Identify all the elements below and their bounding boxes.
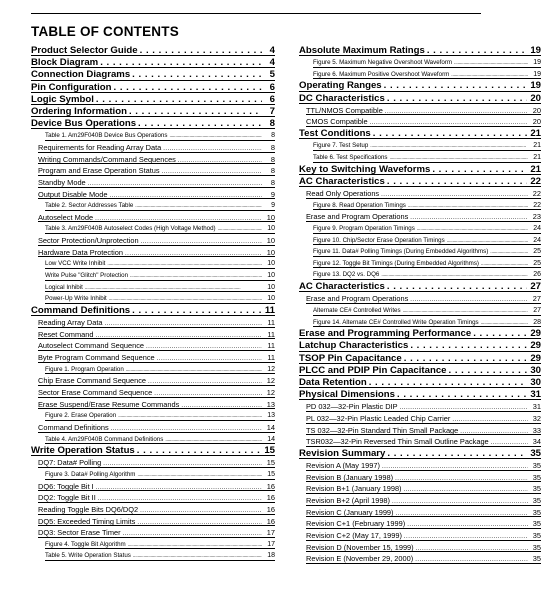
dot-leader (369, 377, 528, 389)
toc-entry-title: Connection Diagrams (31, 69, 131, 81)
toc-entry[interactable] (31, 165, 275, 177)
toc-entry[interactable] (299, 436, 541, 448)
toc-section-entry[interactable] (31, 445, 275, 457)
toc-entry-title: Figure 6. Maximum Positive Overshoot Waveform (313, 70, 450, 78)
toc-entry-title: Logic Symbol (31, 93, 94, 105)
toc-page-number: 9 (270, 189, 275, 199)
toc-page-number: 19 (530, 80, 541, 92)
dot-leader (129, 106, 262, 118)
toc-entry-title: Physical Dimensions (299, 389, 395, 401)
toc-page-number: 15 (266, 458, 275, 468)
toc-entry[interactable] (299, 413, 541, 425)
toc-page-number: 18 (267, 552, 275, 560)
toc-page-number: 21 (533, 142, 541, 150)
toc-entry[interactable] (299, 483, 541, 495)
toc-entry[interactable] (31, 235, 275, 247)
toc-page-number: 35 (530, 447, 541, 459)
toc-page-number: 8 (270, 177, 275, 187)
toc-entry-title: Figure 7. Test Setup (313, 142, 369, 150)
toc-page-number: 30 (530, 364, 541, 376)
toc-entry[interactable] (299, 305, 541, 317)
toc-page-number: 15 (267, 470, 275, 478)
toc-entry-title: Table 3. Am29F040B Autoselect Codes (High Voltage Method) (45, 225, 216, 233)
toc-entry-title: Logical Inhibit (45, 283, 83, 291)
toc-entry[interactable] (31, 130, 275, 142)
toc-page-number: 24 (533, 224, 541, 232)
toc-section-entry[interactable] (31, 106, 275, 118)
toc-entry-title: TSOP Pin Capacitance (299, 352, 402, 364)
toc-entry-title: Revision B (January 1998) (306, 472, 394, 482)
toc-entry-title: Revision C+1 (February 1999) (306, 519, 406, 529)
toc-entry[interactable] (31, 223, 275, 235)
toc-page-number: 35 (532, 496, 541, 505)
toc-entry-title: Operating Ranges (299, 80, 382, 92)
toc-entry-title: Figure 13. DQ2 vs. DQ6 (313, 271, 380, 279)
toc-entry[interactable] (299, 246, 541, 258)
toc-page-number: 19 (530, 45, 541, 56)
toc-entry[interactable] (31, 352, 275, 364)
toc-entry[interactable] (299, 69, 541, 81)
dot-leader (132, 69, 262, 81)
dot-leader (387, 93, 527, 105)
toc-entry-title: Figure 14. Alternate CE# Controlled Write Operation Timings (313, 318, 479, 326)
dot-leader (397, 389, 527, 401)
toc-entry[interactable] (299, 293, 541, 305)
toc-entry-title: TSR032—32-Pin Reversed Thin Small Outline Package (306, 437, 489, 447)
toc-entry[interactable] (31, 516, 275, 528)
toc-entry-title: Latchup Characteristics (299, 340, 409, 352)
dot-leader (113, 82, 262, 94)
toc-page-number: 29 (530, 340, 541, 352)
toc-entry-title: Chip Erase Command Sequence (38, 376, 147, 386)
toc-page-number: 29 (530, 352, 541, 364)
toc-page-number: 11 (264, 304, 275, 316)
dot-leader (432, 164, 527, 176)
toc-entry-title: Autoselect Mode (38, 212, 94, 222)
toc-page-number: 11 (267, 341, 275, 351)
toc-entry-title: Figure 4. Toggle Bit Algorithm (45, 540, 126, 548)
toc-entry[interactable] (31, 422, 275, 434)
toc-page-number: 8 (270, 154, 275, 164)
toc-entry-title: Figure 2. Erase Operation (45, 412, 117, 420)
toc-entry[interactable] (299, 211, 541, 223)
toc-entry-title: TS 032—32-Pin Standard Thin Small Package (306, 425, 459, 435)
toc-section-entry[interactable] (299, 93, 541, 105)
toc-entry[interactable] (299, 542, 541, 554)
toc-section-entry[interactable] (31, 118, 275, 130)
toc-page-number: 10 (266, 247, 275, 257)
toc-entry[interactable] (299, 105, 541, 117)
toc-entry[interactable] (31, 247, 275, 259)
toc-entry-title: Ordering Information (31, 105, 127, 117)
dot-leader (415, 555, 528, 567)
toc-page-number: 31 (530, 389, 541, 401)
dot-leader (132, 305, 262, 317)
toc-page-number: 20 (532, 117, 541, 127)
toc-entry[interactable] (299, 188, 541, 200)
toc-entry-title: Byte Program Command Sequence (38, 353, 155, 363)
toc-entry[interactable] (31, 364, 275, 376)
toc-entry[interactable] (31, 387, 275, 399)
toc-page-number: 27 (532, 294, 541, 304)
page-title: TABLE OF CONTENTS (31, 24, 179, 39)
toc-entry[interactable] (31, 504, 275, 516)
toc-entry[interactable] (31, 282, 275, 294)
toc-page-number: 21 (530, 128, 541, 140)
toc-column-right (299, 45, 541, 565)
toc-entry[interactable] (299, 235, 541, 247)
toc-entry-title: Revision C (January 1999) (306, 507, 394, 517)
toc-entry-title: Figure 10. Chip/Sector Erase Operation Timings (313, 236, 445, 244)
toc-page-number: 12 (267, 365, 275, 373)
toc-entry-title: Erase and Programming Performance (299, 328, 472, 340)
toc-page-number: 22 (530, 175, 541, 187)
toc-page-number: 6 (269, 93, 275, 105)
toc-entry[interactable] (31, 212, 275, 224)
toc-entry[interactable] (31, 329, 275, 341)
toc-entry[interactable] (31, 481, 275, 493)
toc-section-entry[interactable] (299, 164, 541, 176)
toc-page-number: 15 (264, 445, 275, 457)
toc-section-entry[interactable] (299, 448, 541, 460)
toc-entry-title: Read Only Operations (306, 188, 380, 198)
toc-page-number: 35 (532, 554, 541, 564)
header-rule (31, 13, 481, 14)
toc-page-number: 23 (532, 212, 541, 222)
toc-page-number: 12 (266, 387, 275, 397)
toc-entry-title: Power-Up Write Inhibit (45, 295, 107, 303)
toc-page-number: 17 (267, 540, 275, 548)
toc-page-number: 35 (532, 542, 541, 552)
toc-entry-title: Figure 8. Read Operation Timings (313, 201, 406, 209)
toc-entry-title: Absolute Maximum Ratings (299, 45, 425, 56)
toc-page-number: 14 (266, 422, 275, 432)
toc-entry-title: Device Bus Operations (31, 118, 137, 130)
toc-entry-title: Figure 9. Program Operation Timings (313, 224, 415, 232)
toc-page-number: 27 (533, 306, 541, 314)
toc-entry[interactable] (299, 507, 541, 519)
toc-page-number: 6 (269, 81, 275, 93)
toc-entry-title: Reading Toggle Bits DQ6/DQ2 (38, 504, 139, 514)
toc-entry[interactable] (299, 57, 541, 69)
toc-entry[interactable] (299, 223, 541, 235)
toc-entry[interactable] (31, 293, 275, 305)
toc-column-left (31, 45, 275, 562)
toc-section-entry[interactable] (299, 328, 541, 340)
toc-page-number: 16 (266, 516, 275, 526)
toc-entry[interactable] (31, 492, 275, 504)
toc-entry-title: DC Characteristics (299, 92, 385, 104)
toc-entry[interactable] (299, 152, 541, 164)
dot-leader (140, 45, 262, 57)
toc-entry-title: Revision D (November 15, 1999) (306, 542, 414, 552)
toc-section-entry[interactable] (299, 281, 541, 293)
toc-entry-title: Standby Mode (38, 177, 86, 187)
toc-page-number: 28 (533, 318, 541, 326)
toc-entry-title: Test Conditions (299, 128, 371, 140)
toc-entry[interactable] (31, 410, 275, 422)
toc-entry-title: Pin Configuration (31, 81, 112, 93)
toc-entry-title: Reset Command (38, 329, 94, 339)
toc-entry-title: Requirements for Reading Array Data (38, 142, 162, 152)
toc-entry-title: Revision C+2 (May 17, 1999) (306, 530, 402, 540)
toc-entry-title: DQ7: Data# Polling (38, 458, 102, 468)
toc-page-number: 5 (269, 69, 275, 81)
toc-section-entry[interactable] (299, 389, 541, 401)
toc-section-entry[interactable] (299, 45, 541, 57)
toc-page-number: 11 (267, 353, 275, 363)
toc-entry-title: Block Diagram (31, 57, 99, 69)
toc-entry[interactable] (31, 258, 275, 270)
toc-entry-title: Alternate CE# Controlled Writes (313, 306, 401, 314)
toc-entry[interactable] (31, 200, 275, 212)
toc-page-number: 8 (270, 166, 275, 176)
toc-page-number: 14 (267, 435, 275, 443)
toc-entry-title: Figure 1. Program Operation (45, 365, 124, 373)
toc-section-entry[interactable] (31, 69, 275, 81)
toc-entry-title: Figure 12. Toggle Bit Timings (During Embedded Algorithms) (313, 259, 479, 267)
toc-entry-title: Reading Array Data (38, 318, 103, 328)
toc-page-number: 30 (530, 376, 541, 388)
toc-entry[interactable] (31, 317, 275, 329)
toc-entry[interactable] (299, 553, 541, 565)
toc-entry-title: Key to Switching Waveforms (299, 163, 431, 175)
toc-entry-title: Figure 5. Maximum Negative Overshoot Waveform (313, 59, 453, 67)
toc-entry-title: AC Characteristics (299, 281, 385, 293)
toc-page-number: 16 (266, 493, 275, 503)
toc-page-number: 8 (271, 132, 275, 140)
toc-page-number: 35 (532, 484, 541, 494)
toc-entry[interactable] (299, 460, 541, 472)
toc-page-number: 35 (532, 519, 541, 529)
toc-page-number: 35 (532, 530, 541, 540)
toc-page-number: 32 (532, 413, 541, 423)
toc-page-number: 21 (533, 153, 541, 161)
toc-page-number: 10 (267, 225, 275, 233)
toc-entry[interactable] (31, 550, 275, 562)
toc-entry-title: Table 5. Write Operation Status (45, 552, 131, 560)
toc-section-entry[interactable] (299, 176, 541, 188)
toc-entry-title: Command Definitions (38, 422, 109, 432)
toc-entry-title: CMOS Compatible (306, 117, 368, 127)
dot-leader (404, 353, 528, 365)
toc-entry[interactable] (299, 258, 541, 270)
toc-section-entry[interactable] (299, 365, 541, 377)
toc-page-number: 11 (267, 318, 275, 328)
toc-entry-title: DQ6: Toggle Bit I (38, 481, 94, 491)
toc-entry-title: Revision A (May 1997) (306, 461, 380, 471)
dot-leader (449, 365, 528, 377)
toc-entry-title: Table 4. Am29F040B Command Definitions (45, 435, 164, 443)
toc-entry-title: Erase Suspend/Erase Resume Commands (38, 399, 180, 409)
toc-entry-title: Program and Erase Operation Status (38, 166, 160, 176)
toc-entry-title: Figure 11. Data# Polling Timings (During Embedded Algorithms) (313, 248, 489, 256)
toc-page-number: 16 (266, 481, 275, 491)
toc-entry[interactable] (31, 399, 275, 411)
toc-entry-title: Table 2. Sector Addresses Table (45, 202, 134, 210)
toc-entry-title: Table 6. Test Specifications (313, 153, 388, 161)
toc-entry-title: Output Disable Mode (38, 189, 108, 199)
toc-entry[interactable] (31, 340, 275, 352)
toc-page-number: 24 (533, 236, 541, 244)
toc-entry[interactable] (299, 530, 541, 542)
toc-section-entry[interactable] (299, 128, 541, 140)
toc-page-number: 29 (530, 328, 541, 340)
toc-page-number: 22 (533, 201, 541, 209)
toc-page-number: 17 (266, 528, 275, 538)
toc-page-number: 8 (270, 142, 275, 152)
toc-page-number: 10 (267, 260, 275, 268)
toc-entry-title: Figure 3. Data# Polling Algorithm (45, 470, 136, 478)
toc-page-number: 20 (530, 92, 541, 104)
toc-page-number: 13 (267, 412, 275, 420)
toc-page-number: 13 (266, 399, 275, 409)
toc-page-number: 35 (532, 461, 541, 471)
toc-entry[interactable] (299, 401, 541, 413)
toc-page-number: 10 (266, 212, 275, 222)
toc-page-number: 19 (533, 70, 541, 78)
toc-page-number: 11 (267, 329, 275, 339)
toc-entry-title: Revision B+1 (January 1998) (306, 484, 402, 494)
toc-entry-title: PD 032—32-Pin Plastic DIP (306, 402, 398, 412)
toc-section-entry[interactable] (299, 340, 541, 352)
toc-page-number: 10 (266, 236, 275, 246)
dot-leader (133, 551, 262, 563)
toc-section-entry[interactable] (299, 80, 541, 92)
toc-page-number: 25 (533, 259, 541, 267)
toc-entry-title: Product Selector Guide (31, 45, 138, 56)
toc-entry-title: AC Characteristics (299, 175, 385, 187)
toc-entry[interactable] (299, 140, 541, 152)
toc-page-number: 25 (533, 248, 541, 256)
dot-leader (373, 128, 528, 140)
dot-leader (387, 448, 527, 460)
toc-page-number: 16 (266, 504, 275, 514)
toc-section-entry[interactable] (31, 94, 275, 106)
toc-entry-title: PL 032—32-Pin Plastic Leaded Chip Carrier (306, 413, 451, 423)
toc-page-number: 19 (533, 59, 541, 67)
dot-leader (387, 176, 527, 188)
toc-page-number: 31 (532, 402, 541, 412)
dot-leader (100, 57, 262, 69)
toc-entry[interactable] (299, 317, 541, 329)
toc-section-entry[interactable] (31, 82, 275, 94)
toc-entry[interactable] (31, 177, 275, 189)
toc-entry[interactable] (31, 142, 275, 154)
toc-page-number: 4 (269, 57, 275, 69)
toc-entry-title: Revision Summary (299, 447, 386, 459)
toc-entry[interactable] (299, 116, 541, 128)
dot-leader (387, 281, 527, 293)
toc-page-number: 8 (269, 118, 275, 130)
toc-page-number: 26 (533, 271, 541, 279)
toc-page-number: 10 (267, 283, 275, 291)
toc-entry-title: Autoselect Command Sequence (38, 341, 144, 351)
toc-page-number: 20 (532, 105, 541, 115)
toc-section-entry[interactable] (299, 353, 541, 365)
dot-leader (410, 340, 527, 352)
toc-entry[interactable] (299, 518, 541, 530)
toc-entry-title: Hardware Data Protection (38, 247, 124, 257)
toc-entry-title: Command Definitions (31, 304, 131, 316)
toc-entry-title: Write Pulse "Glitch" Protection (45, 272, 129, 279)
toc-entry-title: Write Operation Status (31, 445, 135, 457)
toc-entry[interactable] (299, 472, 541, 484)
toc-entry[interactable] (31, 375, 275, 387)
dot-leader (137, 445, 262, 457)
toc-page-number: 12 (266, 376, 275, 386)
toc-entry[interactable] (31, 154, 275, 166)
toc-page-number: 34 (532, 437, 541, 447)
toc-page-number: 7 (269, 105, 275, 117)
toc-page-number: 10 (267, 272, 275, 279)
toc-entry-title: Revision E (November 29, 2000) (306, 554, 414, 564)
toc-entry-title: Revision B+2 (April 1998) (306, 496, 391, 505)
toc-entry[interactable] (299, 200, 541, 212)
toc-entry-title: DQ2: Toggle Bit II (38, 493, 96, 503)
toc-page-number: 9 (271, 202, 275, 210)
toc-page-number: 27 (530, 281, 541, 293)
toc-page-number: 22 (532, 188, 541, 198)
toc-entry-title: Erase and Program Operations (306, 294, 409, 304)
dot-leader (473, 328, 527, 340)
toc-entry-title: DQ5: Exceeded Timing Limits (38, 516, 136, 526)
toc-entry[interactable] (31, 457, 275, 469)
toc-entry[interactable] (31, 469, 275, 481)
toc-page-number: 10 (267, 295, 275, 303)
toc-entry[interactable] (299, 425, 541, 437)
toc-entry-title: Low VCC Write Inhibit (45, 260, 106, 268)
dot-leader (96, 94, 262, 106)
toc-entry-title: Sector Erase Command Sequence (38, 387, 153, 397)
toc-entry[interactable] (31, 270, 275, 282)
toc-entry-title: Sector Protection/Unprotection (38, 236, 139, 246)
toc-entry-title: Erase and Program Operations (306, 212, 409, 222)
toc-page-number: 21 (530, 163, 541, 175)
toc-entry[interactable] (31, 189, 275, 201)
dot-leader (138, 118, 262, 130)
toc-entry[interactable] (31, 539, 275, 551)
toc-entry-title: Table 1. Am29F040B Device Bus Operations (45, 132, 168, 140)
toc-section-entry[interactable] (299, 377, 541, 389)
toc-entry[interactable] (31, 527, 275, 539)
toc-section-entry[interactable] (31, 45, 275, 57)
toc-page-number: 4 (269, 45, 275, 56)
toc-entry-title: Writing Commands/Command Sequences (38, 154, 176, 164)
toc-page-number: 33 (532, 425, 541, 435)
toc-page-number: 35 (532, 507, 541, 517)
toc-entry-title: PLCC and PDIP Pin Capacitance (299, 364, 447, 376)
toc-entry[interactable] (299, 269, 541, 281)
toc-entry-title: DQ3: Sector Erase Timer (38, 528, 121, 538)
toc-entry[interactable] (299, 495, 541, 507)
toc-page-number: 35 (532, 472, 541, 482)
dot-leader (384, 80, 528, 92)
toc-entry-title: Data Retention (299, 376, 367, 388)
toc-section-entry[interactable] (31, 57, 275, 69)
toc-entry-title: TTL/NMOS Compatible (306, 105, 383, 115)
dot-leader (427, 45, 528, 57)
toc-section-entry[interactable] (31, 305, 275, 317)
toc-entry[interactable] (31, 434, 275, 446)
